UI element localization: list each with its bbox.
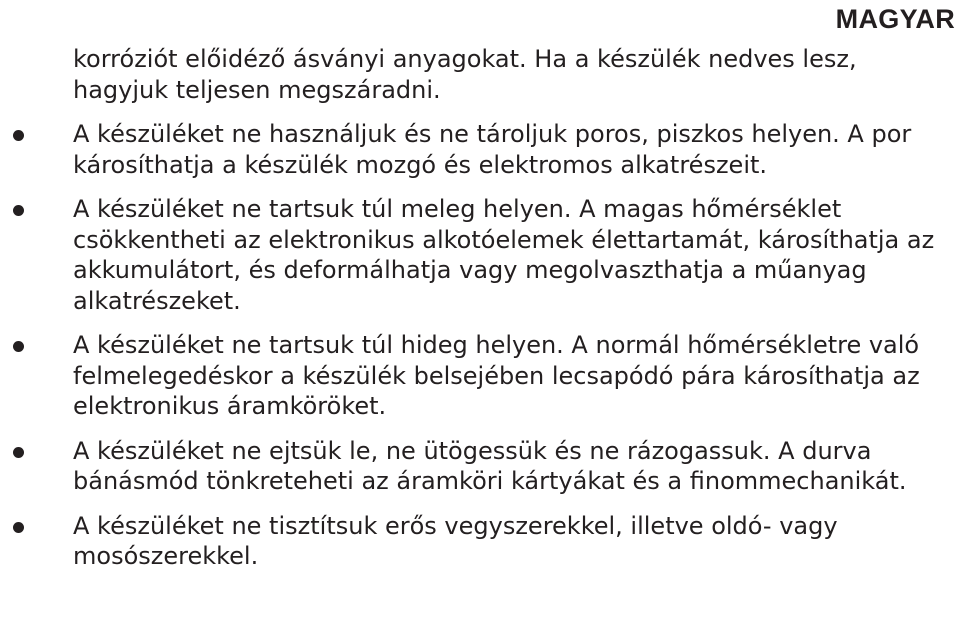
list-item-text: A készüléket ne tartsuk túl hideg helyen. A normál hőmérsékletre való felmelegedéskor a készülék belsejében lecsapódó pára károsíthatja az elektronikus áramköröket.	[73, 331, 920, 420]
list-item-text: A készüléket ne tisztítsuk erős vegyszerekkel, illetve oldó- vagy mosószerekkel.	[73, 511, 838, 570]
care-instructions-list	[73, 119, 955, 572]
bullet-icon	[13, 522, 24, 533]
list-item	[73, 330, 955, 422]
list-item-text: A készüléket ne ejtsük le, ne ütögessük és ne rázogassuk. A durva bánásmód tönkreteheti az áramköri kártyákat és a finommechanikát.	[73, 436, 907, 495]
list-item	[73, 194, 955, 316]
bullet-icon	[13, 130, 24, 141]
list-item	[73, 511, 955, 572]
page-content	[73, 44, 955, 586]
list-item	[73, 119, 955, 180]
bullet-icon	[13, 447, 24, 458]
intro-paragraph: korróziót előidéző ásványi anyagokat. Ha a készülék nedves lesz, hagyjuk teljesen megszáradni.	[73, 45, 857, 104]
list-item-text: A készüléket ne tartsuk túl meleg helyen. A magas hőmérséklet csökkentheti az elektronikus alkotóelemek élettartamát, károsíthatja az akkumulátort, és deformálhatja vagy megolvaszthatja a műanyag alkatrészeket.	[73, 195, 935, 315]
list-item	[73, 436, 955, 497]
list-item-text: A készüléket ne használjuk és ne tároljuk poros, piszkos helyen. A por károsíthatja a készülék mozgó és elektromos alkatrészeit.	[73, 120, 912, 179]
bullet-icon	[13, 341, 24, 352]
section-language-label: MAGYAR	[835, 4, 955, 34]
bullet-icon	[13, 205, 24, 216]
